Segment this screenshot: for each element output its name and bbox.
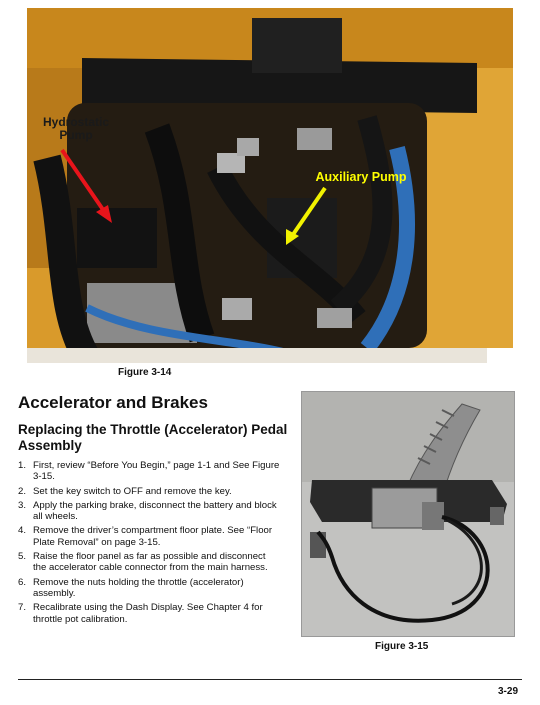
step-item	[18, 460, 280, 483]
hydrostatic-pump-label: Hydrostatic Pump	[42, 115, 110, 142]
step-text: Raise the floor panel as far as possible and disconnect the accelerator cable connector from the main harness.	[33, 551, 268, 574]
section-title: Accelerator and Brakes	[18, 393, 208, 412]
page-number: 3-29	[497, 686, 518, 697]
hydrostatic-pump-arrow-icon	[62, 150, 112, 223]
step-number: 4.	[18, 525, 27, 537]
subsection-title: Replacing the Throttle (Accelerator) Pedal Assembly	[18, 422, 288, 453]
step-text: First, review “Before You Begin,” page 1-1 and See Figure 3-15.	[33, 460, 280, 483]
figure-3-15-caption: Figure 3-15	[375, 641, 429, 652]
figure-3-14-caption: Figure 3-14	[118, 367, 172, 378]
step-number: 6.	[18, 576, 27, 588]
step-text: Remove the nuts holding the throttle (accelerator) assembly.	[33, 576, 244, 599]
step-number: 3.	[18, 499, 27, 511]
step-item	[18, 551, 280, 574]
figure-3-15-photo	[301, 391, 515, 637]
auxiliary-pump-arrow-icon	[286, 188, 325, 245]
step-number: 7.	[18, 602, 27, 614]
step-item	[18, 486, 280, 497]
step-item	[18, 577, 280, 600]
step-text: Remove the driver’s compartment floor plate. See “Floor Plate Removal” on page 3-15.	[33, 525, 273, 548]
step-text: Recalibrate using the Dash Display. See Chapter 4 for throttle pot calibration.	[33, 602, 263, 625]
footer-rule	[18, 679, 522, 680]
step-text: Set the key switch to OFF and remove the key.	[33, 485, 232, 497]
step-number: 2.	[18, 485, 27, 497]
step-item	[18, 500, 280, 523]
auxiliary-pump-label: Auxiliary Pump	[315, 170, 407, 184]
step-text: Apply the parking brake, disconnect the battery and block all wheels.	[33, 499, 277, 523]
step-number: 1.	[18, 460, 27, 471]
step-item	[18, 602, 280, 625]
procedure-steps	[18, 460, 280, 628]
step-number: 5.	[18, 551, 27, 563]
step-item	[18, 525, 280, 548]
